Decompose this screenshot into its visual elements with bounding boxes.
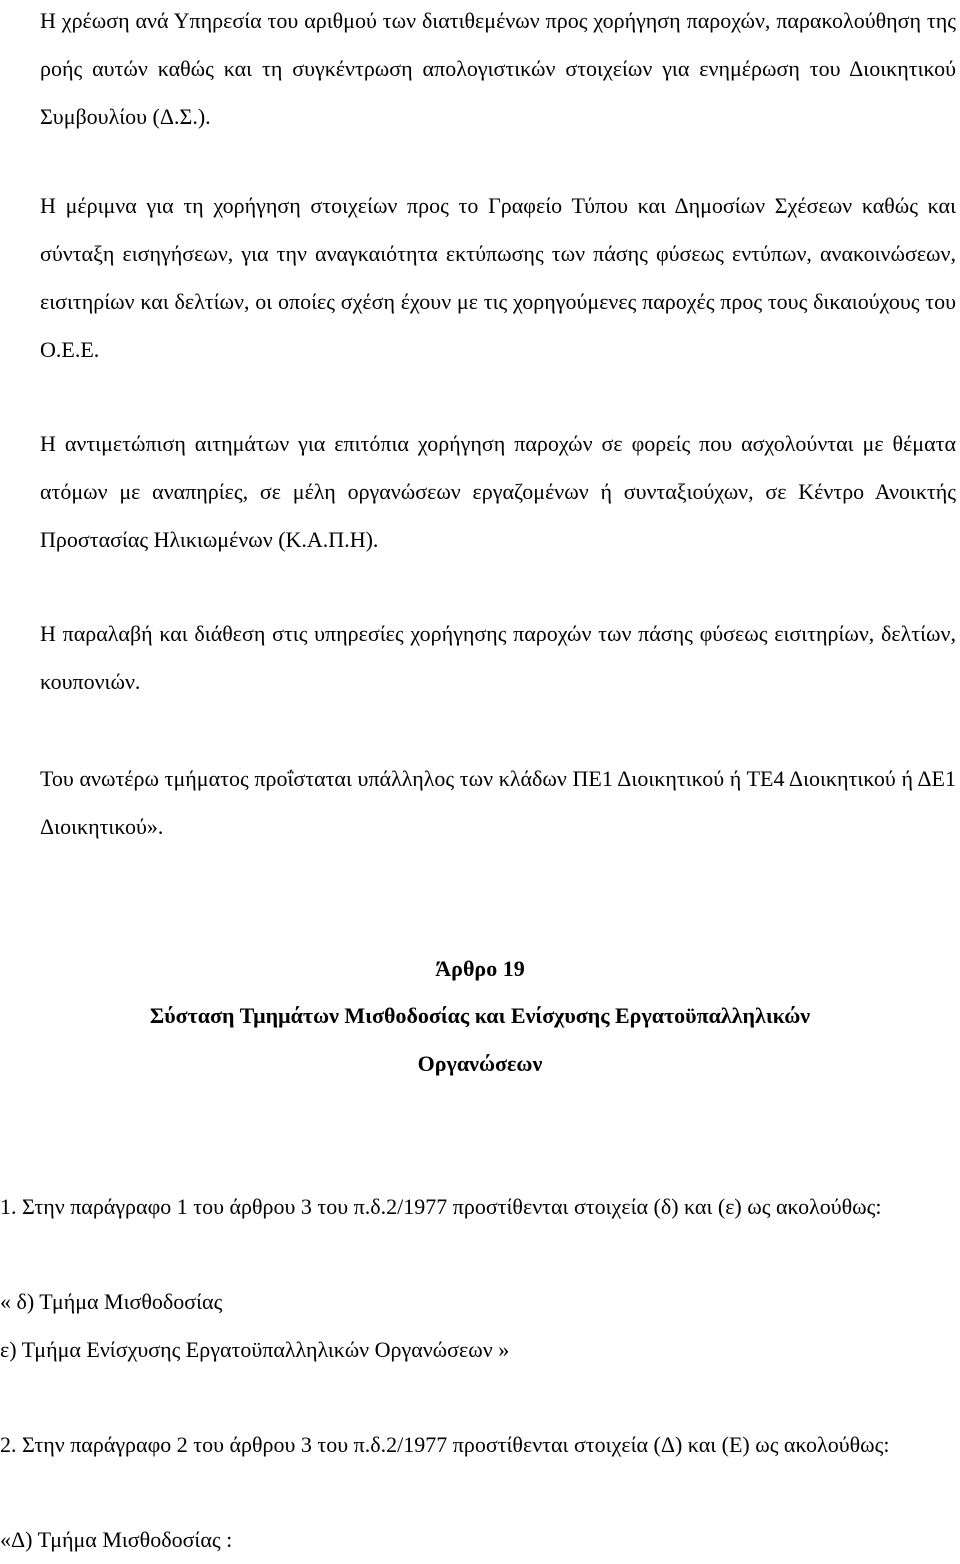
article-number: Άρθρο 19	[435, 956, 525, 981]
paragraph-press-office: Η μέριμνα για τη χορήγηση στοιχείων προς το Γραφείο Τύπου και Δημοσίων Σχέσεων καθώς και σύνταξη εισηγήσεων, για την αναγκαιότητα εκτύπωσης των πάσης φύσεως εντύπων, ανακοινώσεων, εισιτηρίων και δελτίων, οι οποίες σχέση έχουν με τις χορηγούμενες παροχές προς τους δικαιούχους του Ο.Ε.Ε.	[40, 193, 956, 362]
item-1-d: « δ) Τμήμα Μισθοδοσίας	[0, 1289, 223, 1314]
item-2: 2. Στην παράγραφο 2 του άρθρου 3 του π.δ.2/1977 προστίθενται στοιχεία (Δ) και (Ε) ως ακολούθως:	[0, 1432, 890, 1457]
paragraph-receipt: Η παραλαβή και διάθεση στις υπηρεσίες χορήγησης παροχών των πάσης φύσεως εισιτηρίων, δελτίων, κουπονιών.	[40, 621, 956, 694]
item-1-e: ε) Τμήμα Ενίσχυσης Εργατοϋπαλληλικών Οργανώσεων »	[0, 1337, 510, 1362]
item-2-d: «Δ) Τμήμα Μισθοδοσίας :	[0, 1527, 233, 1552]
paragraph-head-of-section: Του ανωτέρω τμήματος προΐσταται υπάλληλος των κλάδων ΠΕ1 Διοικητικού ή ΤΕ4 Διοικητικού ή ΔΕ1 Διοικητικού».	[40, 766, 956, 839]
item-1: 1. Στην παράγραφο 1 του άρθρου 3 του π.δ.2/1977 προστίθενται στοιχεία (δ) και (ε) ως ακολούθως:	[0, 1194, 882, 1219]
article-title-line2: Οργανώσεων	[417, 1051, 543, 1076]
article-title-line1: Σύσταση Τμημάτων Μισθοδοσίας και Ενίσχυσης Εργατοϋπαλληλικών	[149, 1003, 811, 1028]
paragraph-requests: Η αντιμετώπιση αιτημάτων για επιτόπια χορήγηση παροχών σε φορείς που ασχολούνται με θέματα ατόμων με αναπηρίες, σε μέλη οργανώσεων εργαζομένων ή συνταξιούχων, σε Κέντρο Ανοικτής Προστασίας Ηλικιωμένων (Κ.Α.Π.Η).	[40, 431, 956, 552]
paragraph-billing: Η χρέωση ανά Υπηρεσία του αριθμού των διατιθεμένων προς χορήγηση παροχών, παρακολούθηση της ροής αυτών καθώς και τη συγκέντρωση απολογιστικών στοιχείων για ενημέρωση του Διοικητικού Συμβουλίου (Δ.Σ.).	[40, 8, 956, 129]
